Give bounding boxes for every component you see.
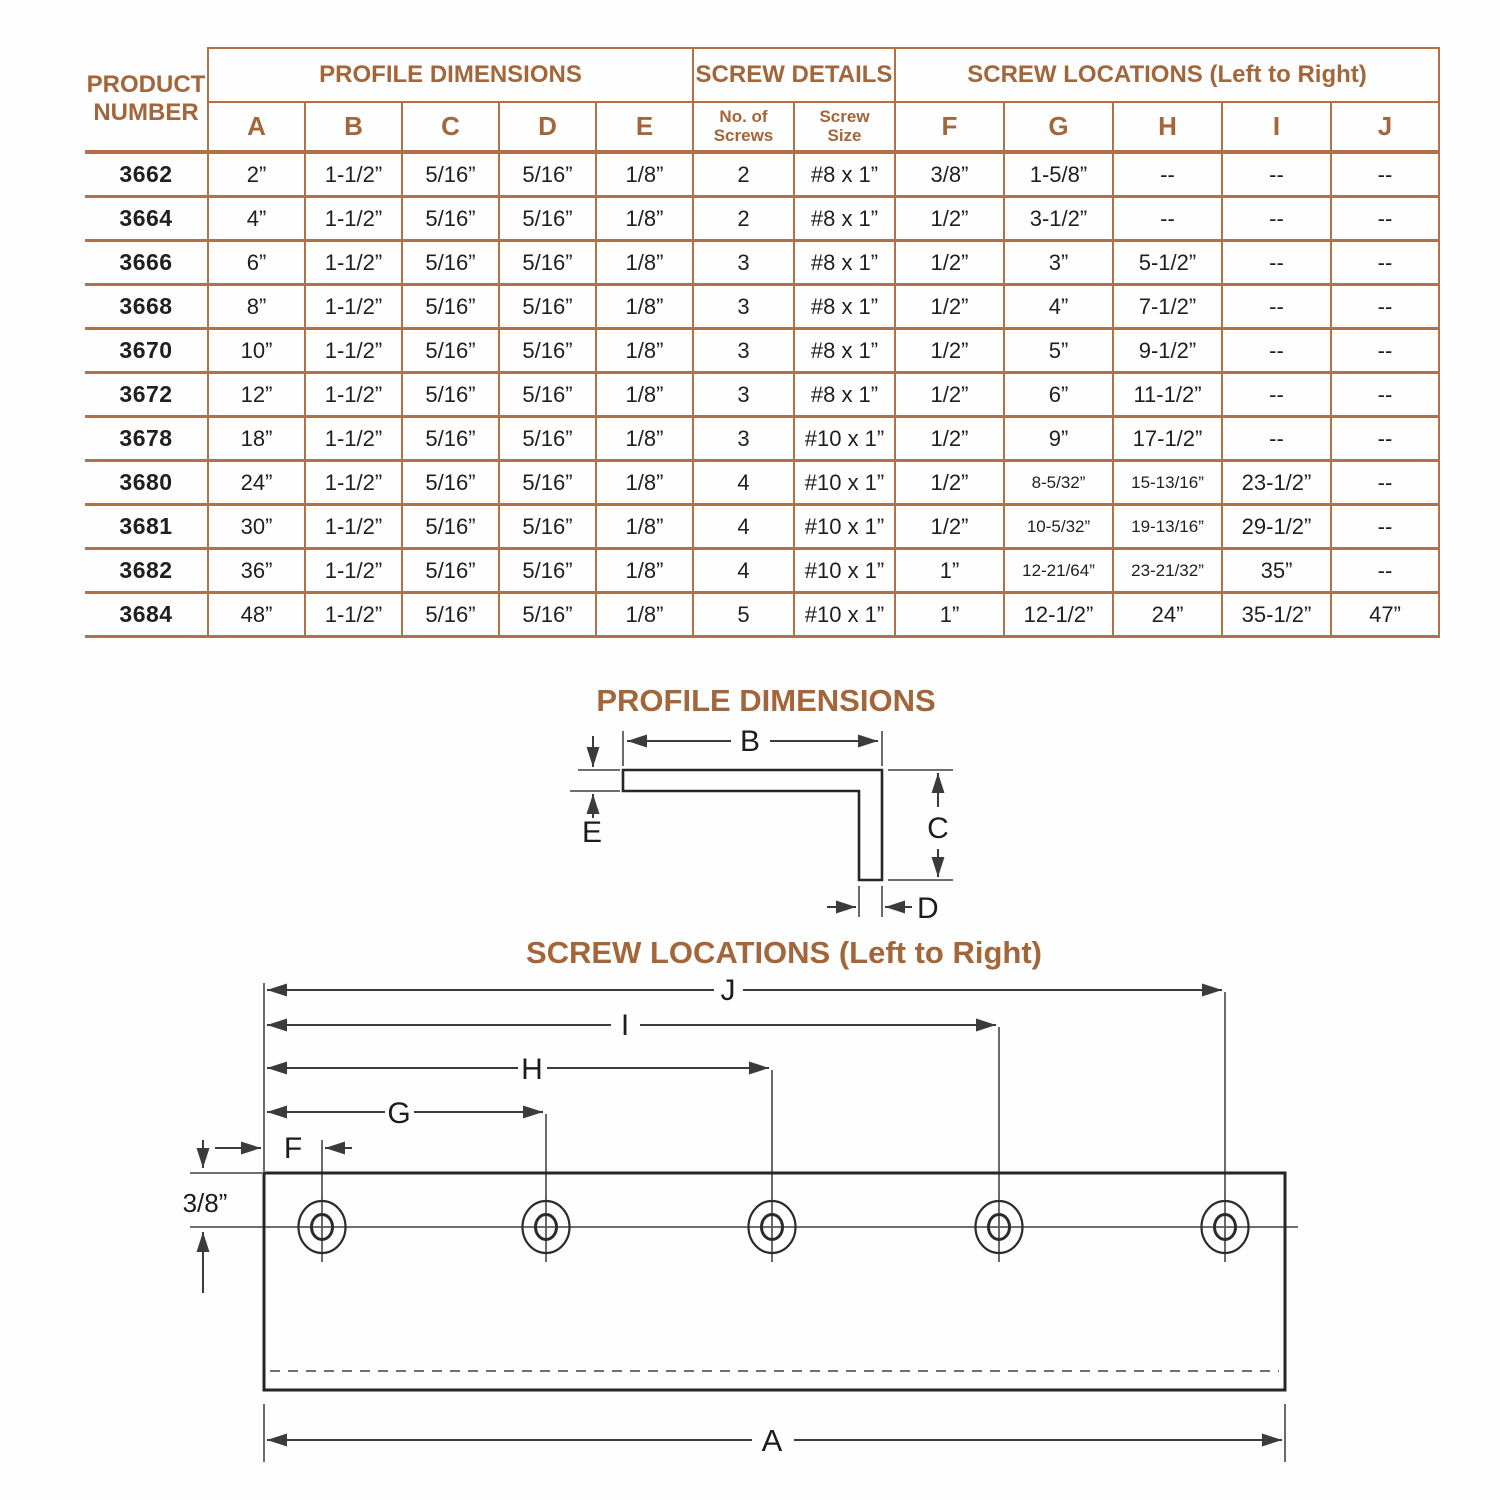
- table-cell: 1/2”: [895, 461, 1004, 505]
- table-cell: #8 x 1”: [794, 329, 895, 373]
- table-cell: 1/8”: [596, 152, 693, 197]
- dim-label-f: F: [283, 1132, 303, 1165]
- table-cell: 3: [693, 417, 794, 461]
- table-cell: 5/16”: [402, 417, 499, 461]
- table-cell: 1”: [895, 549, 1004, 593]
- screw-locations-diagram: [150, 975, 1320, 1470]
- table-cell: 10-5/32”: [1004, 505, 1113, 549]
- table-row: [85, 152, 1439, 197]
- table-cell: 1/8”: [596, 285, 693, 329]
- table-row: [85, 285, 1439, 329]
- table-cell: 10”: [208, 329, 305, 373]
- table-cell: 1-1/2”: [305, 285, 402, 329]
- col-header-e: E: [596, 102, 693, 152]
- table-row: [85, 593, 1439, 637]
- table-cell: 11-1/2”: [1113, 373, 1222, 417]
- table-row: [85, 417, 1439, 461]
- product-number: 3680: [85, 461, 208, 505]
- table-cell: 3: [693, 241, 794, 285]
- dim-label-i: I: [620, 1009, 630, 1042]
- table-cell: 48”: [208, 593, 305, 637]
- screw-diagram-title: SCREW LOCATIONS (Left to Right): [525, 935, 1042, 970]
- table-cell: 3: [693, 373, 794, 417]
- col-header-i: I: [1222, 102, 1331, 152]
- table-cell: 1-1/2”: [305, 417, 402, 461]
- col-header-d: D: [499, 102, 596, 152]
- table-cell: 5/16”: [402, 329, 499, 373]
- table-cell: 5/16”: [499, 285, 596, 329]
- table-cell: #8 x 1”: [794, 373, 895, 417]
- dim-label-b: B: [739, 725, 761, 758]
- col-header-screw-size: [794, 102, 895, 152]
- col-header-num-screws: [693, 102, 794, 152]
- table-row: [85, 373, 1439, 417]
- table-cell: #10 x 1”: [794, 505, 895, 549]
- table-cell: 1/8”: [596, 329, 693, 373]
- table-cell: 1-5/8”: [1004, 152, 1113, 197]
- table-column-header-row: [85, 102, 1439, 152]
- screw-size-line2: Size: [827, 125, 862, 145]
- product-number: 3682: [85, 549, 208, 593]
- table-cell: 6”: [1004, 373, 1113, 417]
- profile-diagram-title: PROFILE DIMENSIONS: [596, 683, 936, 718]
- table-cell: 17-1/2”: [1113, 417, 1222, 461]
- table-cell: 5/16”: [402, 593, 499, 637]
- table-cell: #10 x 1”: [794, 417, 895, 461]
- table-cell: 5/16”: [402, 285, 499, 329]
- table-cell: 18”: [208, 417, 305, 461]
- table-cell: 3: [693, 285, 794, 329]
- table-cell: 1/8”: [596, 593, 693, 637]
- table-cell: 4”: [1004, 285, 1113, 329]
- table-cell: 5/16”: [402, 461, 499, 505]
- table-cell: 1-1/2”: [305, 373, 402, 417]
- table-cell: 3-1/2”: [1004, 197, 1113, 241]
- profile-dimensions-diagram: [540, 720, 990, 950]
- table-cell: 1/8”: [596, 505, 693, 549]
- table-cell: 1-1/2”: [305, 241, 402, 285]
- table-cell: 1/8”: [596, 197, 693, 241]
- table-cell: 3: [693, 329, 794, 373]
- table-cell: 1/2”: [895, 329, 1004, 373]
- product-number: 3681: [85, 505, 208, 549]
- table-cell: #10 x 1”: [794, 461, 895, 505]
- dim-label-j: J: [720, 974, 736, 1007]
- table-cell: 47”: [1331, 593, 1439, 637]
- bar-outline: [264, 1173, 1285, 1390]
- table-cell: 4: [693, 461, 794, 505]
- product-number: 3668: [85, 285, 208, 329]
- table-row: [85, 505, 1439, 549]
- table-cell: 5/16”: [499, 549, 596, 593]
- table-cell: 5/16”: [499, 417, 596, 461]
- table-cell: 12-1/2”: [1004, 593, 1113, 637]
- product-number: 3670: [85, 329, 208, 373]
- product-spec-table: [85, 47, 1440, 638]
- table-cell: --: [1331, 197, 1439, 241]
- table-cell: --: [1331, 373, 1439, 417]
- table-cell: 3”: [1004, 241, 1113, 285]
- table-cell: #8 x 1”: [794, 152, 895, 197]
- table-cell: #10 x 1”: [794, 549, 895, 593]
- table-cell: #8 x 1”: [794, 285, 895, 329]
- table-cell: 1/2”: [895, 505, 1004, 549]
- table-cell: --: [1222, 241, 1331, 285]
- table-cell: 1/8”: [596, 241, 693, 285]
- table-cell: --: [1113, 197, 1222, 241]
- table-cell: 1/8”: [596, 549, 693, 593]
- table-cell: --: [1331, 417, 1439, 461]
- table-cell: 24”: [208, 461, 305, 505]
- table-row: [85, 241, 1439, 285]
- table-cell: 1/2”: [895, 417, 1004, 461]
- table-cell: 6”: [208, 241, 305, 285]
- table-cell: 4: [693, 549, 794, 593]
- table-row: [85, 549, 1439, 593]
- product-number: 3666: [85, 241, 208, 285]
- table-cell: 23-21/32”: [1113, 549, 1222, 593]
- table-cell: 9”: [1004, 417, 1113, 461]
- col-header-f: F: [895, 102, 1004, 152]
- product-number: 3664: [85, 197, 208, 241]
- table-cell: --: [1331, 461, 1439, 505]
- num-screws-line1: No. of: [719, 106, 768, 126]
- table-cell: 4: [693, 505, 794, 549]
- table-cell: 1-1/2”: [305, 549, 402, 593]
- table-cell: 5/16”: [499, 152, 596, 197]
- table-cell: 5/16”: [499, 505, 596, 549]
- product-header-line2: NUMBER: [93, 99, 199, 126]
- table-cell: 1/2”: [895, 285, 1004, 329]
- table-cell: 8-5/32”: [1004, 461, 1113, 505]
- table-cell: 36”: [208, 549, 305, 593]
- table-cell: 5/16”: [499, 461, 596, 505]
- table-cell: 2: [693, 197, 794, 241]
- table-cell: 23-1/2”: [1222, 461, 1331, 505]
- screw-size-line1: Screw: [819, 106, 870, 126]
- table-cell: --: [1222, 417, 1331, 461]
- col-header-h: H: [1113, 102, 1222, 152]
- table-cell: 1/8”: [596, 373, 693, 417]
- group-header-screw-locations: SCREW LOCATIONS (Left to Right): [895, 48, 1439, 102]
- table-row: [85, 197, 1439, 241]
- table-cell: 8”: [208, 285, 305, 329]
- dim-label-g: G: [387, 1097, 411, 1130]
- table-cell: 1-1/2”: [305, 505, 402, 549]
- dim-label-a: A: [761, 1423, 783, 1458]
- table-cell: 35-1/2”: [1222, 593, 1331, 637]
- table-cell: --: [1331, 241, 1439, 285]
- table-cell: 1/2”: [895, 241, 1004, 285]
- group-header-screw-details: SCREW DETAILS: [693, 48, 895, 102]
- table-cell: 1/2”: [895, 197, 1004, 241]
- table-cell: 2”: [208, 152, 305, 197]
- table-cell: --: [1331, 505, 1439, 549]
- table-cell: --: [1222, 329, 1331, 373]
- table-cell: --: [1222, 285, 1331, 329]
- table-cell: 5/16”: [402, 373, 499, 417]
- product-header-line1: PRODUCT: [86, 71, 206, 99]
- table-cell: 4”: [208, 197, 305, 241]
- table-cell: 5/16”: [402, 197, 499, 241]
- table-cell: --: [1331, 152, 1439, 197]
- table-cell: 5/16”: [499, 373, 596, 417]
- col-header-j: J: [1331, 102, 1439, 152]
- table-cell: 30”: [208, 505, 305, 549]
- table-cell: #8 x 1”: [794, 241, 895, 285]
- table-cell: 5/16”: [402, 505, 499, 549]
- table-cell: 1-1/2”: [305, 593, 402, 637]
- product-number: 3684: [85, 593, 208, 637]
- table-cell: 5/16”: [499, 197, 596, 241]
- table-cell: 5/16”: [499, 593, 596, 637]
- table-cell: 1/8”: [596, 461, 693, 505]
- table-cell: #10 x 1”: [794, 593, 895, 637]
- table-cell: 12”: [208, 373, 305, 417]
- table-row: [85, 461, 1439, 505]
- table-cell: 24”: [1113, 593, 1222, 637]
- table-cell: 1/8”: [596, 417, 693, 461]
- table-cell: 9-1/2”: [1113, 329, 1222, 373]
- dim-label-c: C: [927, 812, 949, 845]
- table-group-header-row: [85, 48, 1439, 102]
- table-cell: 1-1/2”: [305, 152, 402, 197]
- col-header-b: B: [305, 102, 402, 152]
- table-cell: 1-1/2”: [305, 461, 402, 505]
- table-cell: 5/16”: [499, 241, 596, 285]
- table-cell: --: [1331, 285, 1439, 329]
- col-header-c: C: [402, 102, 499, 152]
- dim-label-h: H: [521, 1053, 543, 1086]
- table-cell: 1-1/2”: [305, 197, 402, 241]
- num-screws-line2: Screws: [713, 125, 774, 145]
- dim-label-d: D: [917, 892, 939, 925]
- group-header-profile-dimensions: PROFILE DIMENSIONS: [208, 48, 693, 102]
- table-cell: 12-21/64”: [1004, 549, 1113, 593]
- table-cell: 29-1/2”: [1222, 505, 1331, 549]
- product-number: 3678: [85, 417, 208, 461]
- table-cell: 5-1/2”: [1113, 241, 1222, 285]
- col-header-g: G: [1004, 102, 1113, 152]
- l-profile-outline: [623, 770, 882, 880]
- table-cell: --: [1331, 329, 1439, 373]
- table-cell: 1-1/2”: [305, 329, 402, 373]
- col-header-a: A: [208, 102, 305, 152]
- table-cell: 19-13/16”: [1113, 505, 1222, 549]
- table-cell: 5/16”: [402, 549, 499, 593]
- table-cell: --: [1222, 373, 1331, 417]
- product-number: 3662: [85, 152, 208, 197]
- table-cell: 35”: [1222, 549, 1331, 593]
- table-cell: #8 x 1”: [794, 197, 895, 241]
- table-cell: --: [1222, 197, 1331, 241]
- table-cell: 1/2”: [895, 373, 1004, 417]
- table-cell: 5: [693, 593, 794, 637]
- product-number: 3672: [85, 373, 208, 417]
- dim-label-e: E: [581, 816, 603, 849]
- table-cell: 5/16”: [499, 329, 596, 373]
- table-cell: 2: [693, 152, 794, 197]
- product-number-header: [85, 48, 208, 152]
- table-row: [85, 329, 1439, 373]
- table-cell: --: [1222, 152, 1331, 197]
- table-cell: 7-1/2”: [1113, 285, 1222, 329]
- table-cell: 1”: [895, 593, 1004, 637]
- table-cell: 3/8”: [895, 152, 1004, 197]
- table-cell: 5/16”: [402, 152, 499, 197]
- table-cell: 5/16”: [402, 241, 499, 285]
- table-cell: --: [1113, 152, 1222, 197]
- table-cell: --: [1331, 549, 1439, 593]
- dim-label-offset: 3/8”: [182, 1188, 228, 1218]
- table-cell: 15-13/16”: [1113, 461, 1222, 505]
- table-cell: 5”: [1004, 329, 1113, 373]
